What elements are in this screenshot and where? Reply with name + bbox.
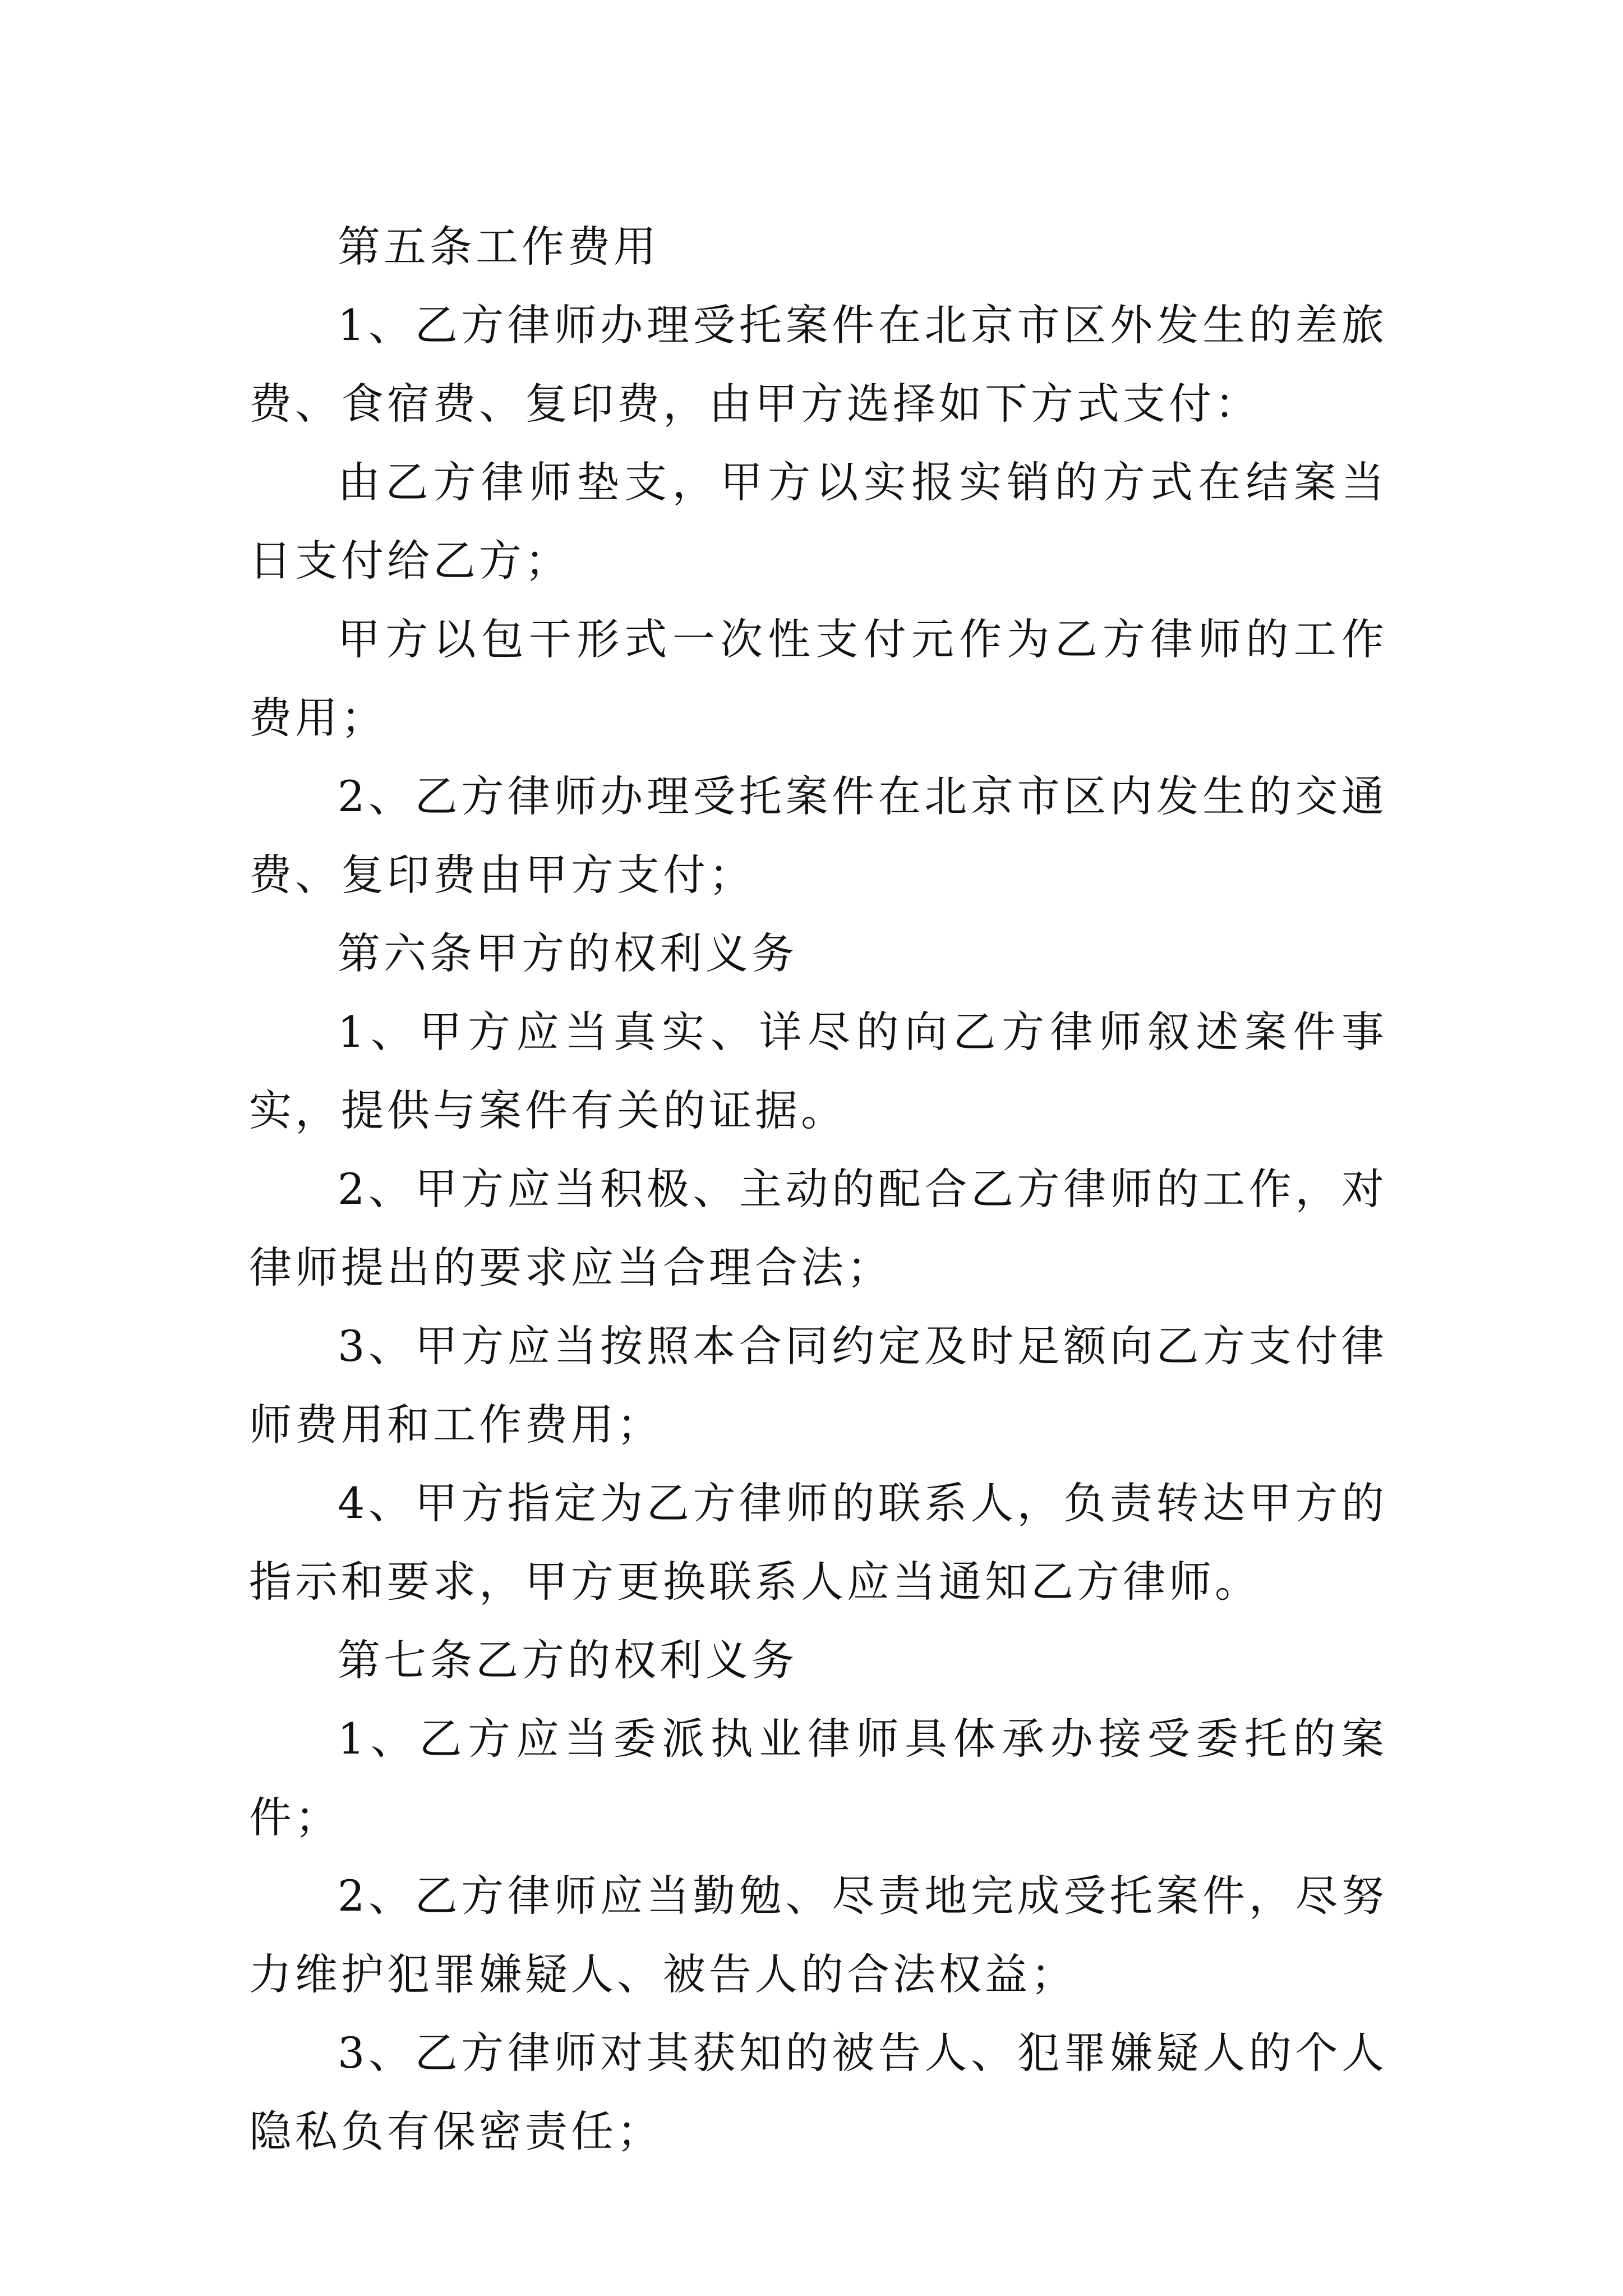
section-heading-7: 第七条乙方的权利义务 [338,1635,797,1685]
paragraph: 2、甲方应当积极、主动的配合乙方律师的工作，对律师提出的要求应当合理合法； [249,1164,1387,1292]
paragraph: 1、乙方应当委派执业律师具体承办接受委托的案件； [249,1714,1387,1842]
paragraph: 2、乙方律师办理受托案件在北京市区内发生的交通费、复印费由甲方支付； [249,771,1387,900]
paragraph: 2、乙方律师应当勤勉、尽责地完成受托案件，尽努力维护犯罪嫌疑人、被告人的合法权益； [249,1871,1387,1999]
section-heading-6: 第六条甲方的权利义务 [338,928,797,978]
paragraph: 由乙方律师垫支，甲方以实报实销的方式在结案当日支付给乙方； [249,457,1387,586]
paragraph: 3、甲方应当按照本合同约定及时足额向乙方支付律师费用和工作费用； [249,1321,1387,1450]
paragraph: 1、乙方律师办理受托案件在北京市区外发生的差旅费、食宿费、复印费，由甲方选择如下方式支付： [249,300,1387,429]
paragraph: 4、甲方指定为乙方律师的联系人，负责转达甲方的指示和要求，甲方更换联系人应当通知乙方律师。 [249,1478,1387,1607]
paragraph: 1、甲方应当真实、详尽的向乙方律师叙述案件事实，提供与案件有关的证据。 [249,1007,1387,1135]
paragraph: 甲方以包干形式一次性支付元作为乙方律师的工作费用； [249,614,1387,743]
paragraph: 3、乙方律师对其获知的被告人、犯罪嫌疑人的个人隐私负有保密责任； [249,2028,1387,2156]
document-body [249,208,1387,2171]
section-heading-5: 第五条工作费用 [338,222,660,272]
